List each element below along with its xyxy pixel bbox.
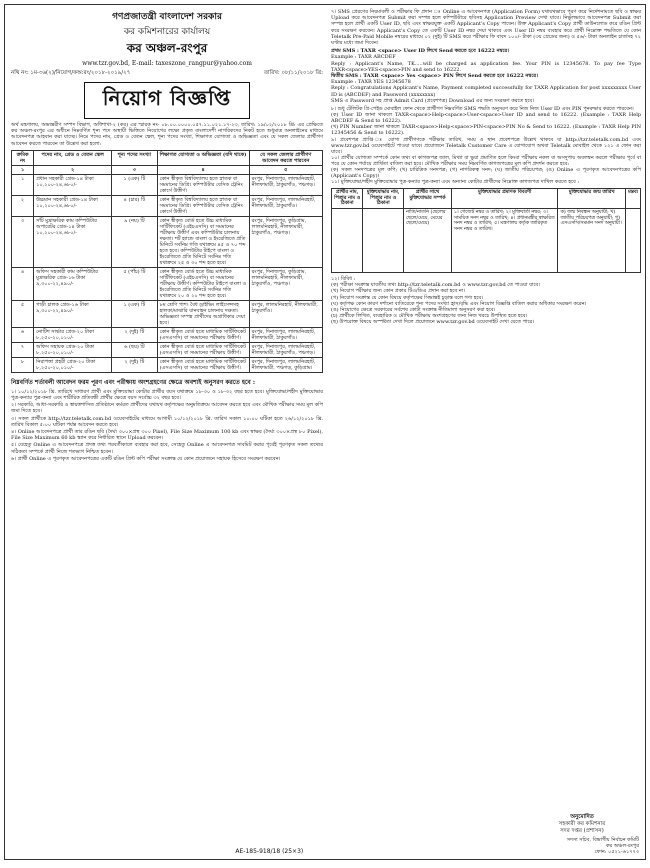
post-row	[12, 216, 323, 267]
col-districts: যে সকল জেলার প্রার্থীগণ আবেদন করতে পারবেন	[249, 150, 322, 165]
post-cell-qual: কোন স্বীকৃত বোর্ড হতে মাধ্যমিক সার্টিফিকেট (এসএসসি) বা সমমানের পরীক্ষায় উত্তীর্ণ।	[157, 327, 249, 342]
post-cell-qual: কোন স্বীকৃত বোর্ড হতে উচ্চ মাধ্যমিক সার্টিফিকেট (এইচএসসি) বা সমমানের পরীক্ষায় উত্তীর্ণ। কম্পিউটার টাইপে বাংলা ও ইংরেজিতে প্রতি মিনিটে সর্বনিম্ন গতি যথাক্রমে ২০ ও ২০ শব্দ হতে হবে।	[157, 267, 249, 300]
website-email: www.tzr.gov.bd, E-mail: taxeszone_rangpur@yahoo.com	[82, 60, 252, 67]
post-cell-post: সাঁট মুদ্রাক্ষরিক কাম কম্পিউটার অপারেটর গ্রেড-১৪ টাকা ১০,২০০-২৪,৬৮০/-	[34, 216, 112, 267]
misc-item: (ছ) উপরোক্ত বিষয়ে অস্পষ্টতা দেখা দিলে প্রয়োজনে www.tzr.gov.bd ওয়েবসাইট দেখা যেতে পারে।	[331, 319, 535, 326]
post-cell-no: ৫	[12, 300, 34, 327]
sms-password-note: SMS এ Password সহ প্রাপ্ত Admit Card (প্রবেশপত্র) Download এর জন্য সংরক্ষণ করতে হবে।	[331, 97, 535, 104]
post-cell-count: ২ (দুই) টি	[112, 327, 157, 342]
docs-col: মুক্তিযোদ্ধার নাম, পিতার নাম ও ঠিকানা	[363, 189, 404, 209]
post-cell-districts: রংপুর, দিনাজপুর, লালমনিরহাট, নীলফামারী, ঠাকুরগাঁও।	[249, 327, 322, 342]
condition-item: (খ) PIN Number জানা থাকলে TAXR<space>Help<space>PIN<space>PIN No & Send to 16222. (Example : TAXR Help PIN 12345456 & Send to 16222).	[331, 124, 641, 137]
misc-item: (গ) নিয়োগ সংক্রান্ত যে কোন বিষয়ে কর্তৃপক্ষের সিদ্ধান্তই চূড়ান্ত বলে গণ্য হবে।	[331, 294, 484, 301]
col-post: পদের নাম, গ্রেড ও বেতন স্কেল	[34, 150, 112, 165]
index-cell: ৪	[157, 165, 249, 174]
post-cell-count: ৬ (ছয়) টি	[112, 342, 157, 357]
post-cell-districts: রংপুর, দিনাজপুর, লালমনিরহাট, নীলফামারী, ঠাকুরগাঁও, পঞ্চগড়।	[249, 174, 322, 195]
post-cell-count: ১ (এক) টি	[112, 300, 157, 327]
condition-item: (ক) User ID জানা থাকলে TAXR<space>Help<space>User<space>User ID and send to 16222. (Example : TAXR Help ABCDEF & Send to 16222).	[331, 112, 641, 125]
misc-item: (ঘ) কর্তৃপক্ষ কোন কারণ দর্শানো ব্যতিরেকে শূন্য পদের সংখ্যা হ্রাস/বৃদ্ধি এবং নিয়োগ বিজ্ঞপ্তি বাতিল করার অধিকার সংরক্ষণ করেন।	[331, 300, 587, 307]
post-row	[12, 300, 323, 327]
docs-table-row	[332, 209, 641, 273]
post-cell-count: ২ (দুই) টি	[112, 357, 157, 372]
zone-name: কর অঞ্চল-রংপুর	[126, 41, 208, 55]
sms-second-label: দ্বিতীয় SMS : TAXR <space> Yes <space> PIN লিখে Send করতে হবে 16222 নম্বরে।	[331, 73, 538, 80]
post-cell-districts: রংপুর, লালমনিরহাট, নীলফামারী, ঠাকুরগাঁও।	[249, 300, 322, 327]
sms-second-reply: Reply : Congratulations Applicant's Name, Payment completed successfully for TAXR Application for post xxxxxxxxx User ID is (ABCDEF) and Password (xxxxxxxx)	[331, 85, 641, 98]
docs-table-header	[332, 189, 641, 209]
post-cell-count: ৫ (পাঁচ) টি	[112, 267, 157, 300]
docs-cell	[332, 209, 363, 273]
post-cell-qual: কোন স্বীকৃত বোর্ড হতে মাধ্যমিক সার্টিফিকেট (এসএসসি) বা সমমানের পরীক্ষায় উত্তীর্ণ।	[157, 342, 249, 357]
post-cell-districts: রংপুর, দিনাজপুর, লালমনিরহাট, নীলফামারী, পঞ্চগড়, কুড়িগ্রাম।	[249, 357, 322, 372]
sms-first-example: Example : TAXR ABCDEF	[331, 54, 396, 61]
posts-table	[11, 150, 323, 373]
docs-cell	[625, 209, 640, 273]
post-cell-no: ৬	[12, 327, 34, 342]
memo-date: তারিখ: ০৮/১১/২০১৮ খ্রি:	[263, 70, 323, 76]
post-cell-districts: রংপুর, দিনাজপুর, কুড়িগ্রাম, লালমনিরহাট, নীলফামারী, ঠাকুরগাঁও, পঞ্চগড়।	[249, 267, 322, 300]
note-item: ৩। সকল প্রার্থীকে http://tzr.teletalk.com.bd ওয়েবসাইটের মাধ্যমে আগামী ১০/১২/২০১৮ খ্রি. তারিখ সকাল ১০:০০ ঘটিকা হতে ২৬/১২/২০১৮ খ্রি. তারিখ বিকাল ৫:০০ ঘটিকা পর্যন্ত আবেদন করতে হবে।	[11, 415, 323, 428]
note-item: ৬। প্রার্থী Online এ পূরণকৃত আবেদনপত্রের একটি রঙিন প্রিন্ট কপি পরীক্ষা সংক্রান্ত যে কোন প্রয়োজনে সহায়ক হিসেবে সংরক্ষণ করবেন।	[11, 455, 281, 462]
conditions-list	[331, 106, 641, 185]
docs-cell	[363, 209, 404, 273]
post-row	[12, 267, 323, 300]
post-cell-no: ৪	[12, 267, 34, 300]
intro-paragraph: অর্থ মন্ত্রণালয়, অভ্যন্তরীণ সম্পদ বিভাগ, অধিশাখা-২ (কর) এর স্মারক নং- ০৮.০০.০০০০.০৫৭.১১.০২১.১৭-২৩, তারিখ: ১৯/০২/২০১৮ খ্রি: এর প্রেক্ষিতে কর অঞ্চল-রংপুর এর অধীনে নিম্নবর্ণিত শূন্য পদে অস্থায়ী ভিত্তিতে নিয়োগের লক্ষ্যে প্রকৃত বাংলাদেশী নাগরিকদের নিকট হতে শুধুমাত্র অনলাইনের মাধ্যমে আবেদনপত্র আহবান করা যাচ্ছে। নিম্নে পদের নাম, গ্রেড ও বেতন স্কেল, শূন্য পদের সংখ্যা, শিক্ষাগত যোগ্যতা ও অভিজ্ঞতা এবং যে সকল জেলার প্রার্থীগণ আবেদন করতে পারবেন তা উল্লেখ করা হলো:	[11, 122, 323, 147]
misc-item: (ঙ) নিয়োগের ক্ষেত্রে সরকারের সর্বশেষ কোটা সংক্রান্ত নীতিমালা অনুসরণ করা হবে।	[331, 307, 496, 314]
post-cell-no: ৩	[12, 216, 34, 267]
post-row	[12, 342, 323, 357]
memo-number: নথি নং: ১ম-৩৬(২)/নিয়োগ/কঅ:রং/২০১৮-২০১৯/২৭	[11, 70, 131, 76]
misc-item: (ক) পরীক্ষা সংক্রান্ত যাবতীয় তথ্য http://tzr.teletalk.com.bd ও www.tzr.gov.bd তে পাওয়া যাবে।	[331, 282, 541, 289]
signature-title: সহকারী কর কমিশনার	[558, 821, 606, 827]
post-cell-districts: রংপুর, দিনাজপুর, কুড়িগ্রাম, লালমনিরহাট, নীলফামারী, ঠাকুরগাঁও, পঞ্চগড়।	[249, 216, 322, 267]
signature-block	[527, 814, 637, 835]
post-cell-count: ৯ (নয়) টি	[112, 216, 157, 267]
condition-item: ১০। প্রার্থীর যোগ্যতা সম্পর্কে কোন তথ্য বা কাগজপত্র জাল, মিথ্যা বা ভুয়া প্রমাণিত হলে কিংবা পরীক্ষায় নকল বা অসদুপায় অবলম্বন করলে পরীক্ষার পূর্বে বা পরে যে কোন পর্যায়ে প্রার্থিতা বাতিল করা হবে। মৌখিক পরীক্ষার সময় নিম্নবর্ণিত কাগজপত্রের মূল কপি প্রদর্শন করতে হবে:	[331, 154, 641, 167]
notice-title-text: নিয়োগ বিজ্ঞপ্তি	[84, 82, 251, 119]
committee-zone: কর অঞ্চল-রংপুর	[606, 843, 639, 849]
note-item: ৪। Online আবেদনপত্রে প্রার্থী তার রঙিন ছবি (দৈর্ঘ্য ৩০০×প্রস্থ ৩০০ Pixel), File Size Maximum 100 kb এবং স্বাক্ষর (দৈর্ঘ্য ৩০০×প্রস্থ ৮০ Pixel), File Size Maximum 60 kb স্ক্যান করে নির্ধারিত স্থানে Upload করবেন।	[11, 429, 323, 442]
col-count: শূন্য পদের সংখ্যা	[112, 150, 157, 165]
post-row	[12, 327, 323, 342]
letterhead	[11, 9, 323, 67]
memo-line	[11, 70, 323, 78]
index-cell: ২	[34, 165, 112, 174]
post-cell-count: ৪ (চার) টি	[112, 195, 157, 216]
post-cell-qual: কোন স্বীকৃত বোর্ড হতে মাধ্যমিক সার্টিফিকেট (এসএসসি) বা সমমানের পরীক্ষায় উত্তীর্ণ।	[157, 357, 249, 372]
post-cell-qual: কোন স্বীকৃত বিশ্ববিদ্যালয় হতে স্নাতক বা সমমানের ডিগ্রি। কম্পিউটার বেসিক ট্রেনিং কোর্সে উত্তীর্ণ।	[157, 195, 249, 216]
committee-info	[567, 837, 639, 855]
right-column	[331, 9, 641, 331]
docs-cell: ক) জন্ম নিবন্ধন অনুযায়ী; খ) জাতীয় পরিচয়পত্র অনুযায়ী; গ) এসএসসি/সমমান সনদ অনুযায়ী।	[558, 209, 625, 273]
note-item: ২। সরকারি, আধা-সরকারি ও স্বায়ত্তশাসিত প্রতিষ্ঠানে কর্মরত প্রার্থীদের যথাযথ কর্তৃপক্ষের অনুমতিক্রমে আবেদন করতে হবে এবং মৌখিক পরীক্ষার সময় মূল কপি জমা দিতে হবে।	[11, 402, 323, 415]
advertisement-code: AE-185-918/18 (25×3)	[235, 848, 304, 855]
misc-item: (খ) নিয়োগ পরীক্ষার জন্য কোন প্রকার টিএ/ডিএ প্রদান করা হবে না।	[331, 288, 465, 295]
sms-first-reply: Reply : Applicant's Name, TK.....will be charged as application fee. Your PIN is 12345678. To pay fee Type TAXR<space>YES<space>PIN and send to 16222.	[331, 60, 641, 73]
post-cell-qual: কোন স্বীকৃত বিশ্ববিদ্যালয় হতে স্নাতক বা সমমানের ডিগ্রি। কম্পিউটার বেসিক ট্রেনিং কোর্সে উত্তীর্ণ।	[157, 174, 249, 195]
freedom-fighter-docs-table	[331, 188, 641, 273]
condition-item: (ক) সকল সনদপত্রের মূল কপি; (খ) চারিত্রিক সনদপত্র; (গ) নাগরিকত্ব সনদ; (ঘ) জাতীয় পরিচয়পত্র; (ঙ) Online এ পূরণকৃত আবেদনপত্রের কপি (Applicant's Copy)।	[331, 166, 641, 180]
docs-cell: নাতি/নাতনি (ছেলের ছেলে/মেয়ে, মেয়ের ছেলে/মেয়ে)	[404, 209, 452, 273]
post-row	[12, 357, 323, 372]
docs-col: মুক্তিযোদ্ধার প্রমাণক বিবরণী	[451, 189, 558, 209]
post-cell-post: অফিস সহায়ক গ্রেড-২০ টাকা ৮,২৫০-২০,০১০/-	[34, 342, 112, 357]
docs-col: প্রার্থীর সাথে মুক্তিযোদ্ধার সম্পর্ক	[404, 189, 452, 209]
post-cell-qual: ৮ম শ্রেণি পাশ। বৈধ ড্রাইভিং লাইসেন্সসহ হালকা/মাঝারি যানবাহন চালনায় দক্ষতা। অভিজ্ঞতা সম্পন্ন প্রার্থীদের অগ্রাধিকার দেয়া হবে।	[157, 300, 249, 327]
sms-intro: ৭। SMS প্রেরণের নিয়মাবলী ও পরীক্ষার ফি প্রদান ঃ Online এ আবেদনপত্র (Application Form) যথাযথভাবে পূরণ করে নির্দেশনামতে ছবি ও স্বাক্ষর Upload করে আবেদনপত্র Submit করা সম্পন্ন হলে কম্পিউটারে ছবিসহ Application Preview দেখা যাবে। নির্ভুলভাবে আবেদনপত্র Submit করা সম্পন্ন হলে প্রার্থী একটি User ID, ছবি এবং স্বাক্ষরযুক্ত একটি Applicant's Copy পাবেন। উক্ত Applicant's Copy প্রার্থী ডাউনলোড করে রঙিন প্রিন্ট করে সংরক্ষণ করবেন। Applicant's Copy তে একটি User ID নম্বর দেয়া থাকবে এবং User ID নম্বর ব্যবহার করে প্রার্থী নিম্নোক্ত পদ্ধতিতে যে কোন Teletalk Pre-Paid Mobile নম্বরের মাধ্যমে ০২ (দুই) টি SMS করে পরীক্ষার ফি বাবদ ১০০/- টাকা (৩য় গ্রেডের জন্য) ও ৫৬/- টাকা অনলাইন চার্জসহ ৭২ ঘণ্টার মধ্যে জমা দিবেন।	[331, 9, 641, 47]
note-item: ৫। যেহেতু Online এ আবেদনপত্রে প্রদত্ত তথ্য পরবর্তীকালে ব্যবহার করা হবে, সেহেতু Online এ আবেদনপত্র সাবমিট করার পূর্বেই পূরণকৃত সকল তথ্যের সঠিকতা সম্পর্কে প্রার্থী নিজে শতভাগ নিশ্চিত হবেন।	[11, 442, 323, 455]
post-cell-post: গাড়ী চালক গ্রেড-১৬ টাকা ৯,৩০০-২২,৪৯০/-	[34, 300, 112, 327]
sms-block	[331, 48, 641, 104]
posts-table-index-row	[12, 165, 323, 174]
posts-table-body	[12, 174, 323, 372]
sms-second-example: Example : TAXR YES 12345678	[331, 79, 411, 86]
post-cell-post: প্রধান সহকারী গ্রেড-১৪ টাকা ১০,২০০-২৪,৬৮০/-	[34, 174, 112, 195]
post-cell-count: ১ (এক) টি	[112, 174, 157, 195]
post-row	[12, 195, 323, 216]
index-cell: ৩	[112, 165, 157, 174]
post-cell-post: নিরাপত্তা প্রহরী গ্রেড-২০ টাকা ৮,২৫০-২০,০১০/-	[34, 357, 112, 372]
docs-col: প্রার্থীর নাম, পিতার নাম ও ঠিকানা	[332, 189, 363, 209]
committee-phone: ফোন: ০৫২১-৬১৭৭৩	[594, 849, 639, 855]
docs-col: মন্তব্য	[625, 189, 640, 209]
post-cell-no: ৭	[12, 342, 34, 357]
index-cell: ১	[12, 165, 34, 174]
post-cell-qual: কোন স্বীকৃত বোর্ড হতে উচ্চ মাধ্যমিক সার্টিফিকেট (এইচএসসি) বা সমমানের পরীক্ষায় উত্তীর্ণ এবং কম্পিউটার চালনায় দক্ষতা। শর্ট হ্যান্ডে বাংলা ও ইংরেজিতে প্রতি মিনিটে সর্বনিম্ন গতি যথাক্রমে ৪৫ ও ৭০ শব্দ হতে হবে। কম্পিউটার টাইপে বাংলা ও ইংরেজিতে প্রতি মিনিটে সর্বনিম্ন গতি যথাক্রমে ২৫ ও ৩০ শব্দ হতে হবে।	[157, 216, 249, 267]
notice-title	[11, 82, 323, 119]
government-name: গণপ্রজাতন্ত্রী বাংলাদেশ সরকার	[112, 12, 222, 22]
post-cell-districts: রংপুর, দিনাজপুর, লালমনিরহাট, নীলফামারী, ঠাকুরগাঁও, পঞ্চগড়।	[249, 342, 322, 357]
office-name: কর কমিশনারের কার্যালয়	[123, 27, 211, 37]
advertisement-page	[4, 4, 646, 860]
notes-list	[11, 389, 323, 462]
condition-item: ৯। প্রবেশপত্র প্রাপ্তি ঃ যোগ্য প্রার্থীগণকে পরীক্ষার তারিখ, সময় ও স্থান প্রবেশপত্রে উল্লেখ থাকবে যা http://tzr.teletalk.com.bd এবং www.tzr.gov.bd ওয়েবসাইটে পাওয়া যাবে। প্রয়োজনে Teletalk Customer Care এ যোগাযোগ অথবা Teletalk মোবাইল থেকে ১২১ এ ফোন করা যাবে।	[331, 136, 641, 155]
post-cell-no: ৮	[12, 357, 34, 372]
condition-item: ৮। শুধু টেলিটক প্রি-পেইড মোবাইল ফোন থেকে প্রার্থীগণ নিম্নবর্ণিত SMS পদ্ধতি অনুসরণ করে নিজ নিজ User ID এবং PIN পুনরুদ্ধার করতে পারবেন।	[331, 106, 634, 113]
post-cell-no: ২	[12, 195, 34, 216]
post-cell-post: অফিস সহকারী কাম কম্পিউটার মুদ্রাক্ষরিক গ্রেড-১৬ টাকা ৯,৩০০-২২,৪৯০/-	[34, 267, 112, 300]
docs-col: মুক্তিযোদ্ধার জন্ম তারিখ	[558, 189, 625, 209]
docs-cell: ১। গেজেট নম্বর ও তারিখ; ২। মুক্তিবার্তা নম্বর; ৩। সাময়িক সনদ নম্বর ও তারিখ; ৪। প্রধানমন্ত্রীর স্বাক্ষরিত সনদ নম্বর ও তারিখ; ৫। মন্ত্রণালয় কর্তৃক জারিকৃত সনদ নম্বর ও তারিখ।	[451, 209, 558, 273]
left-column	[11, 9, 323, 463]
col-qualification: শিক্ষাগত যোগ্যতা ও অভিজ্ঞতা (যদি থাকে)	[157, 150, 249, 165]
note-item: ১। ১০/১২/২০১৮ খ্রি. তারিখে সাধারণ প্রার্থী এবং মুক্তিযোদ্ধা কোটার প্রার্থীর বয়স যথাক্রমে ১৮-৩০ ও ১৮-৩২ বছর হতে হবে। মুক্তিযোদ্ধা/শহীদ মুক্তিযোদ্ধার পুত্র-কন্যার পুত্র-কন্যা এবং শারীরিক প্রতিবন্ধী প্রার্থীর ক্ষেত্রে বয়স সর্বোচ্চ ৩২ বছর হবে।	[11, 388, 323, 402]
misc-list	[331, 276, 641, 326]
post-cell-post: নোটিশ সার্ভার গ্রেড-২০ টাকা ৮,২৫০-২০,০১০/-	[34, 327, 112, 342]
col-serial: ক্রমিক নং	[12, 150, 34, 165]
posts-table-header	[12, 150, 323, 165]
signature-approved: অনুমোদিত	[570, 814, 594, 820]
committee-line: সদস্য সচিব, বিভাগীয় নির্বাচন কমিটি	[566, 837, 639, 843]
misc-item: (চ) প্রার্থীকে লিখিত, ব্যবহারিক ও মৌখিক পরীক্ষায় অংশগ্রহণের জন্য নিজ খরচে উপস্থিত হতে হবে।	[331, 313, 528, 320]
sms-first-label: প্রথম SMS : TAXR <space> User ID লিখে Send করতে হবে 16222 নম্বরে।	[331, 48, 510, 55]
post-cell-districts: রংপুর, দিনাজপুর, লালমনিরহাট, নীলফামারী, ঠাকুরগাঁও।	[249, 195, 322, 216]
signature-dept: সদর দপ্তর (প্রশাসন)	[560, 828, 604, 834]
post-row	[12, 174, 323, 195]
misc-item: ১২। বিবিধ :	[331, 276, 356, 283]
notes-heading: নিম্নবর্ণিত শর্তাবলী আবেদন ফরম পূরণ এবং পরীক্ষায় অংশগ্রহণের ক্ষেত্রে অবশ্যই অনুসরণ করতে হবে :	[11, 378, 256, 386]
index-cell: ৫	[249, 165, 322, 174]
post-cell-post: উচ্চমান সহকারী গ্রেড-১৪ টাকা ১০,২০০-২৪,৬৮০/-	[34, 195, 112, 216]
condition-item: ১১। মুক্তিযোদ্ধা/শহীদ মুক্তিযোদ্ধার পুত্র-কন্যার পুত্র-কন্যা এবং অন্যান্য কোটার প্রার্থীদের নিম্নোক্ত কাগজপত্র দাখিল করতে হবে :	[331, 179, 580, 186]
post-cell-no: ১	[12, 174, 34, 195]
